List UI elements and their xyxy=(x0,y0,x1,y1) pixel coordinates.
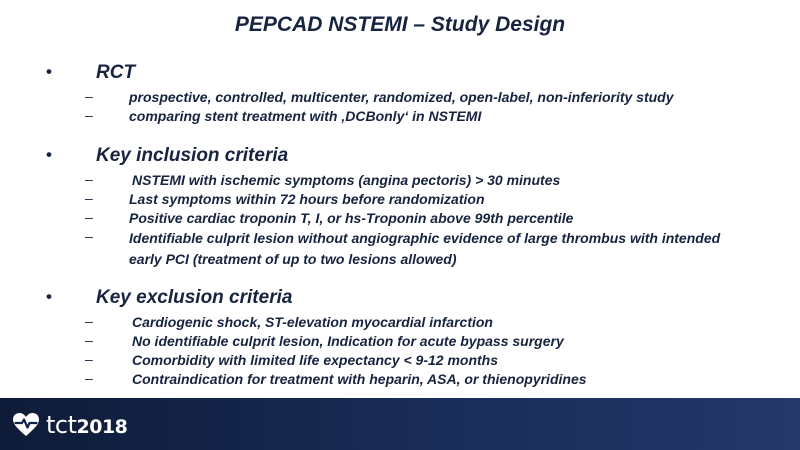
logo-text xyxy=(46,411,127,439)
dash: – xyxy=(85,107,93,123)
section-heading: RCT xyxy=(96,62,136,83)
logo-year: 2018 xyxy=(76,416,128,438)
list-item-text: Contraindication for treatment with heparin, ASA, or thienopyridines xyxy=(132,371,587,387)
list-item-text: No identifiable culprit lesion, Indication for acute bypass surgery xyxy=(132,333,564,349)
list-item-text: comparing stent treatment with ‚DCBonly‘ in NSTEMI xyxy=(129,108,482,124)
bullet: • xyxy=(46,62,52,81)
dash: – xyxy=(85,351,93,367)
footer-bar xyxy=(0,398,800,450)
list-item-text: Identifiable culprit lesion without angiographic evidence of large thrombus with intended early PCI (treatment of up to two lesions allowed) xyxy=(129,230,721,267)
tct-logo xyxy=(12,410,127,440)
list-item-text: Comorbidity with limited life expectancy < 9-12 months xyxy=(132,352,499,368)
dash: – xyxy=(85,332,93,348)
dash: – xyxy=(85,228,93,244)
dash: – xyxy=(85,190,93,206)
slide-title: PEPCAD NSTEMI – Study Design xyxy=(234,13,566,36)
bullet: • xyxy=(46,145,52,164)
dash: – xyxy=(85,209,93,225)
heart-icon xyxy=(12,412,40,438)
bullet: • xyxy=(46,287,52,306)
list-item-text: Cardiogenic shock, ST-elevation myocardial infarction xyxy=(132,314,493,330)
section-heading: Key exclusion criteria xyxy=(96,287,293,308)
list-item-text: Last symptoms within 72 hours before randomization xyxy=(129,191,485,207)
dash: – xyxy=(85,171,93,187)
dash: – xyxy=(85,370,93,386)
dash: – xyxy=(85,88,93,104)
logo-word: tct xyxy=(46,411,77,439)
list-item-text: NSTEMI with ischemic symptoms (angina pectoris) > 30 minutes xyxy=(132,172,561,188)
dash: – xyxy=(85,313,93,329)
list-item-text: prospective, controlled, multicenter, randomized, open-label, non-inferiority study xyxy=(129,89,674,105)
section-heading: Key inclusion criteria xyxy=(96,145,289,166)
list-item-text: Positive cardiac troponin T, I, or hs-Troponin above 99th percentile xyxy=(129,210,574,226)
